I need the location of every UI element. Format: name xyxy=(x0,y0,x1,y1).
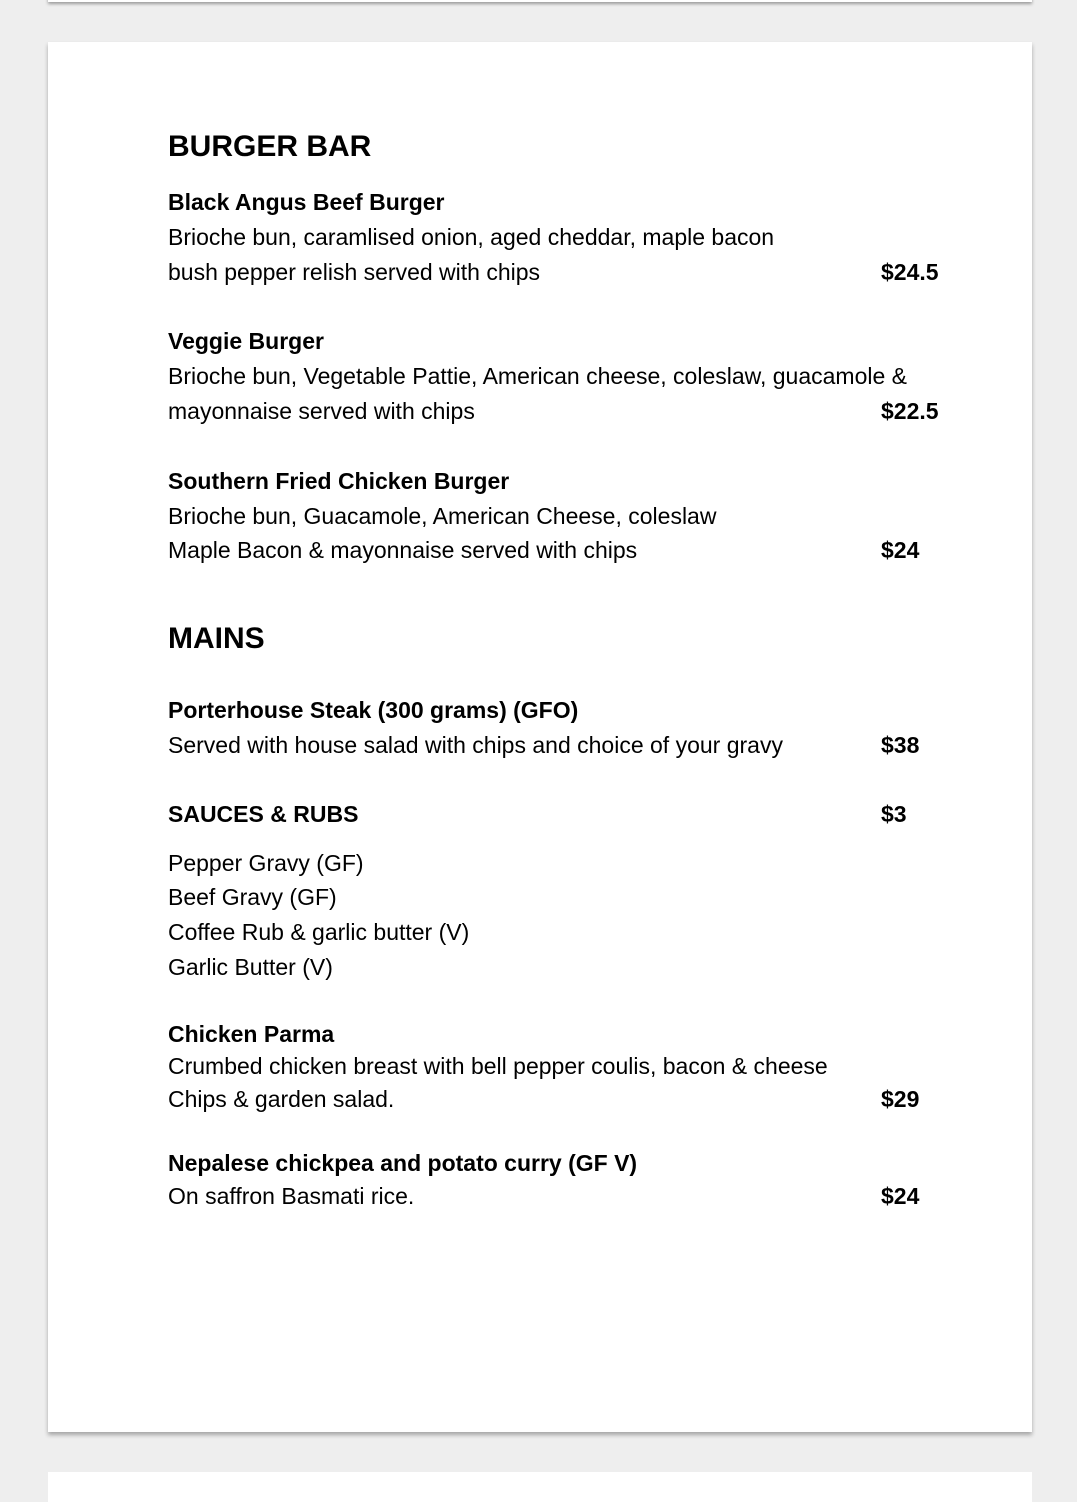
item-desc-line: Brioche bun, caramlised onion, aged cheddar, maple bacon xyxy=(168,224,775,250)
item-desc-line: Brioche bun, Vegetable Pattie, American cheese, coleslaw, guacamole & xyxy=(168,363,908,389)
sauce-option: Pepper Gravy (GF) xyxy=(168,850,364,876)
next-page-edge xyxy=(48,1472,1032,1502)
item-price: $3 xyxy=(881,801,907,827)
item-name-sauces-and-rubs: SAUCES & RUBS xyxy=(168,801,359,827)
item-desc-line: Brioche bun, Guacamole, American Cheese, coleslaw xyxy=(168,503,717,529)
item-name-nepalese-chickpea-curry: Nepalese chickpea and potato curry (GF V) xyxy=(168,1150,638,1176)
item-desc-line: Maple Bacon & mayonnaise served with chips xyxy=(168,537,638,563)
item-name-chicken-parma: Chicken Parma xyxy=(168,1021,335,1047)
sauce-option: Garlic Butter (V) xyxy=(168,954,333,980)
item-price: $22.5 xyxy=(881,398,939,424)
section-title-mains: MAINS xyxy=(168,622,265,655)
sauce-option: Coffee Rub & garlic butter (V) xyxy=(168,919,470,945)
item-price: $24 xyxy=(881,1183,920,1209)
sauce-option: Beef Gravy (GF) xyxy=(168,884,337,910)
section-title-burger-bar: BURGER BAR xyxy=(168,130,372,163)
item-name-veggie-burger: Veggie Burger xyxy=(168,328,324,354)
item-price: $24.5 xyxy=(881,259,939,285)
item-desc-line: Served with house salad with chips and choice of your gravy xyxy=(168,732,783,758)
item-desc-line: On saffron Basmati rice. xyxy=(168,1183,415,1209)
item-name-porterhouse-steak: Porterhouse Steak (300 grams) (GFO) xyxy=(168,697,579,723)
menu-page xyxy=(48,42,1032,1432)
item-desc-line: mayonnaise served with chips xyxy=(168,398,475,424)
item-desc-line: Chips & garden salad. xyxy=(168,1086,395,1112)
item-price: $24 xyxy=(881,537,920,563)
item-desc-line: Crumbed chicken breast with bell pepper coulis, bacon & cheese xyxy=(168,1053,828,1079)
item-name-southern-fried-chicken-burger: Southern Fried Chicken Burger xyxy=(168,468,510,494)
item-desc-line: bush pepper relish served with chips xyxy=(168,259,541,285)
item-price: $38 xyxy=(881,732,920,758)
previous-page-edge xyxy=(48,0,1032,2)
item-price: $29 xyxy=(881,1086,920,1112)
item-name-black-angus-beef-burger: Black Angus Beef Burger xyxy=(168,189,445,215)
